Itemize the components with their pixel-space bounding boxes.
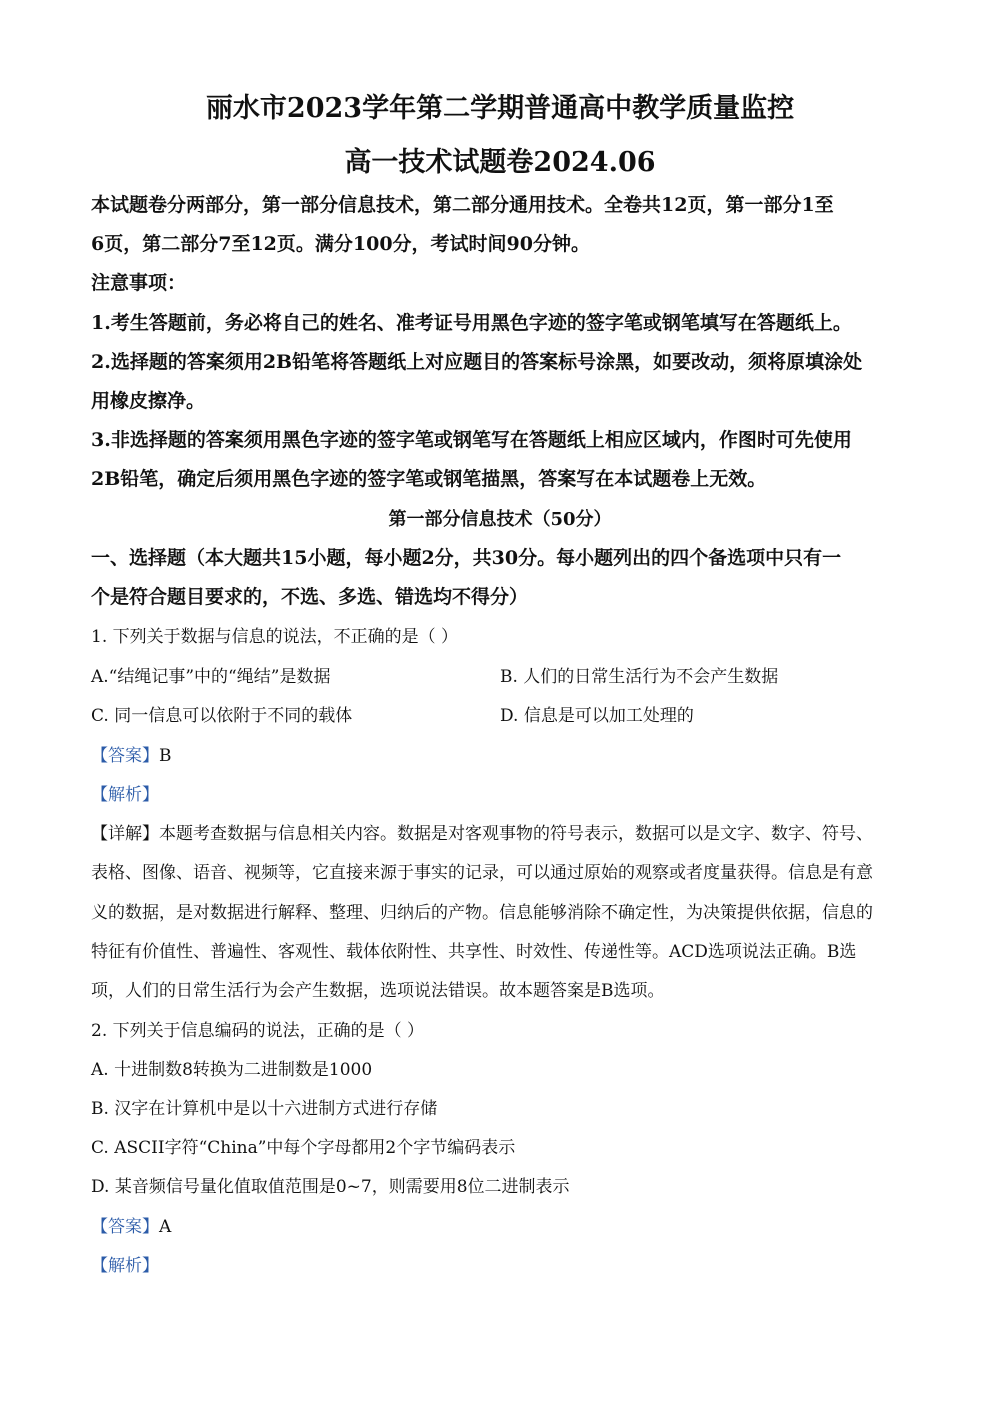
answer-label: 【答案】 — [91, 746, 159, 766]
q1-detail-line: 项，人们的日常生活行为会产生数据，选项说法错误。故本题答案是B选项。 — [91, 981, 665, 1001]
q2-option-d: D. 某音频信号量化值取值范围是0~7，则需要用8位二进制表示 — [91, 1177, 570, 1197]
note-3: 3.非选择题的答案须用黑色字迹的签字笔或钢笔写在答题纸上相应区域内，作图时可先使用 — [91, 429, 852, 451]
q1-answer — [91, 741, 172, 766]
section-instructions: 一、选择题（本大题共15小题，每小题2分，共30分。每小题列出的四个备选项中只有一 — [91, 547, 842, 569]
part-heading: 第一部分信息技术（50分） — [388, 509, 612, 530]
q1-detail-line: 义的数据，是对数据进行解释、整理、归纳后的产物。信息能够消除不确定性，为决策提供依据，信息的 — [91, 903, 873, 923]
notes-heading: 注意事项： — [91, 272, 187, 294]
note-2: 2.选择题的答案须用2B铅笔将答题纸上对应题目的答案标号涂黑，如要改动，须将原填涂处 — [91, 351, 863, 373]
q1-option-d: D. 信息是可以加工处理的 — [500, 706, 694, 726]
answer-value: B — [159, 746, 172, 766]
intro-line: 6页，第二部分7至12页。满分100分，考试时间90分钟。 — [91, 233, 590, 255]
q1-detail-line: 表格、图像、语音、视频等，它直接来源于事实的记录，可以通过原始的观察或者度量获得。信息是有意 — [91, 863, 873, 883]
q1-option-c: C. 同一信息可以依附于不同的载体 — [91, 706, 353, 726]
q2-answer — [91, 1212, 171, 1237]
q1-option-a: A.“结绳记事”中的“绳结”是数据 — [91, 667, 331, 687]
q2-option-b: B. 汉字在计算机中是以十六进制方式进行存储 — [91, 1099, 438, 1119]
q2-analysis-label: 【解析】 — [91, 1256, 159, 1276]
detail-label: 【详解】 — [91, 824, 159, 844]
exam-title: 丽水市2023学年第二学期普通高中教学质量监控 — [205, 93, 795, 124]
q1-detail — [91, 819, 873, 844]
question-1-stem: 1. 下列关于数据与信息的说法，不正确的是（ ） — [91, 627, 459, 647]
section-instructions-cont: 个是符合题目要求的，不选、多选、错选均不得分） — [91, 586, 529, 608]
intro-line: 本试题卷分两部分，第一部分信息技术，第二部分通用技术。全卷共12页，第一部分1至 — [91, 194, 834, 216]
answer-value: A — [159, 1217, 172, 1237]
q1-detail-line: 特征有价值性、普遍性、客观性、载体依附性、共享性、时效性、传递性等。ACD选项说法正确。B选 — [91, 942, 857, 962]
question-2-stem: 2. 下列关于信息编码的说法，正确的是（ ） — [91, 1021, 425, 1041]
exam-subtitle: 高一技术试题卷2024.06 — [344, 147, 656, 178]
q1-option-b: B. 人们的日常生活行为不会产生数据 — [500, 667, 779, 687]
answer-label: 【答案】 — [91, 1217, 159, 1237]
note-1: 1.考生答题前，务必将自己的姓名、准考证号用黑色字迹的签字笔或钢笔填写在答题纸上。 — [91, 312, 852, 334]
q2-option-a: A. 十进制数8转换为二进制数是1000 — [91, 1060, 373, 1080]
detail-text: 本题考查数据与信息相关内容。数据是对客观事物的符号表示，数据可以是文字、数字、符号、 — [159, 824, 873, 844]
note-3-cont: 2B铅笔，确定后须用黑色字迹的签字笔或钢笔描黑，答案写在本试题卷上无效。 — [91, 468, 767, 490]
q2-option-c: C. ASCII字符“China”中每个字母都用2个字节编码表示 — [91, 1138, 516, 1158]
note-2-cont: 用橡皮擦净。 — [91, 390, 206, 412]
q1-analysis-label: 【解析】 — [91, 785, 159, 805]
